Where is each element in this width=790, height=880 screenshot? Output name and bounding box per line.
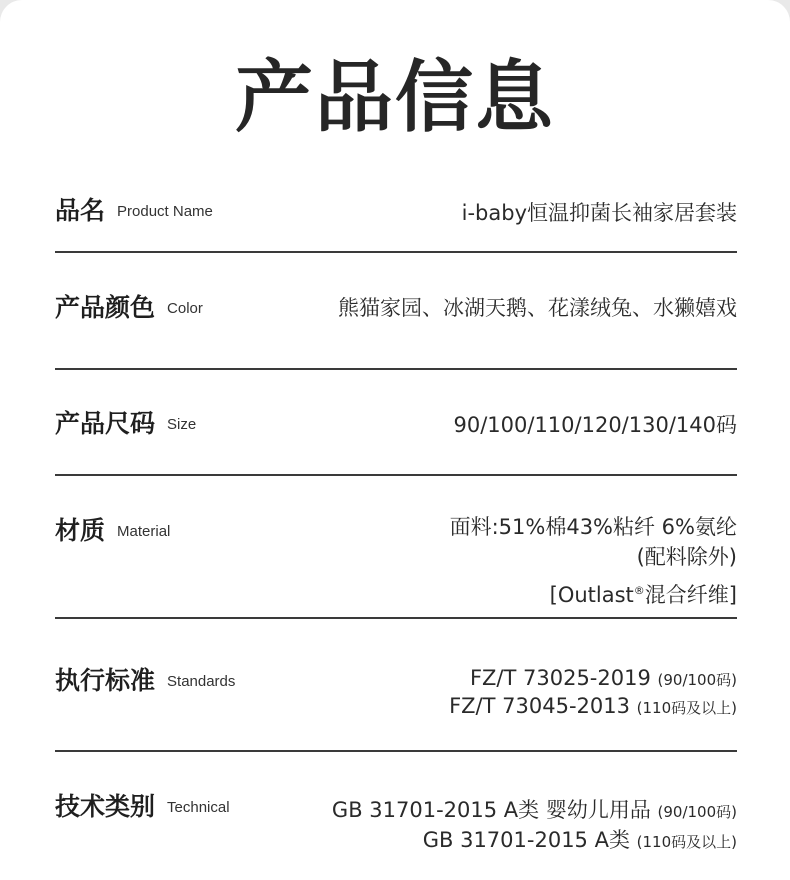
row-label	[55, 666, 235, 697]
standard-line-2	[449, 691, 737, 723]
row-label	[55, 792, 230, 823]
row-label	[55, 293, 203, 324]
divider	[55, 251, 737, 253]
divider	[55, 368, 737, 370]
row-label	[55, 196, 213, 227]
standard-size-note: (90/100码)	[657, 671, 737, 689]
label-en: Product Name	[117, 203, 213, 220]
material-line-3	[550, 576, 737, 610]
label-en: Technical	[167, 799, 230, 816]
material-line-1: 面料:51%棉43%粘纤 6%氨纶	[449, 515, 737, 539]
divider	[55, 474, 737, 476]
technical-line-2	[423, 825, 737, 857]
label-cn: 产品颜色	[55, 293, 156, 322]
label-cn: 技术类别	[55, 792, 156, 821]
product-name-value: i-baby恒温抑菌长袖家居套装	[461, 201, 737, 225]
page-title: 产品信息	[234, 53, 555, 143]
size-value: 90/100/110/120/130/140码	[453, 413, 737, 437]
label-cn: 品名	[55, 196, 106, 225]
row-label	[55, 409, 196, 440]
color-value: 熊猫家园、冰湖天鹅、花漾绒兔、水獭嬉戏	[338, 296, 737, 320]
material-blend: 混合纤维]	[644, 583, 737, 607]
material-line-2: (配料除外)	[636, 545, 737, 569]
technical-size-note: (90/100码)	[657, 803, 737, 821]
divider	[55, 750, 737, 752]
standard-code: FZ/T 73045-2013	[449, 694, 630, 718]
divider	[55, 617, 737, 619]
technical-category: GB 31701-2015 A类	[422, 828, 630, 852]
material-brand: [Outlast	[549, 583, 634, 607]
standard-size-note: (110码及以上)	[636, 699, 737, 717]
label-cn: 执行标准	[55, 666, 156, 695]
label-cn: 材质	[55, 516, 106, 545]
label-en: Standards	[167, 673, 236, 690]
label-en: Color	[167, 300, 203, 317]
technical-size-note: (110码及以上)	[636, 833, 737, 851]
technical-category: GB 31701-2015 A类 婴幼儿用品	[331, 798, 651, 822]
label-cn: 产品尺码	[55, 409, 156, 438]
label-en: Material	[117, 523, 171, 540]
standard-code: FZ/T 73025-2019	[469, 666, 651, 690]
row-label	[55, 516, 170, 547]
label-en: Size	[167, 416, 197, 433]
registered-mark: ®	[633, 584, 645, 597]
technical-line-1	[332, 795, 737, 827]
